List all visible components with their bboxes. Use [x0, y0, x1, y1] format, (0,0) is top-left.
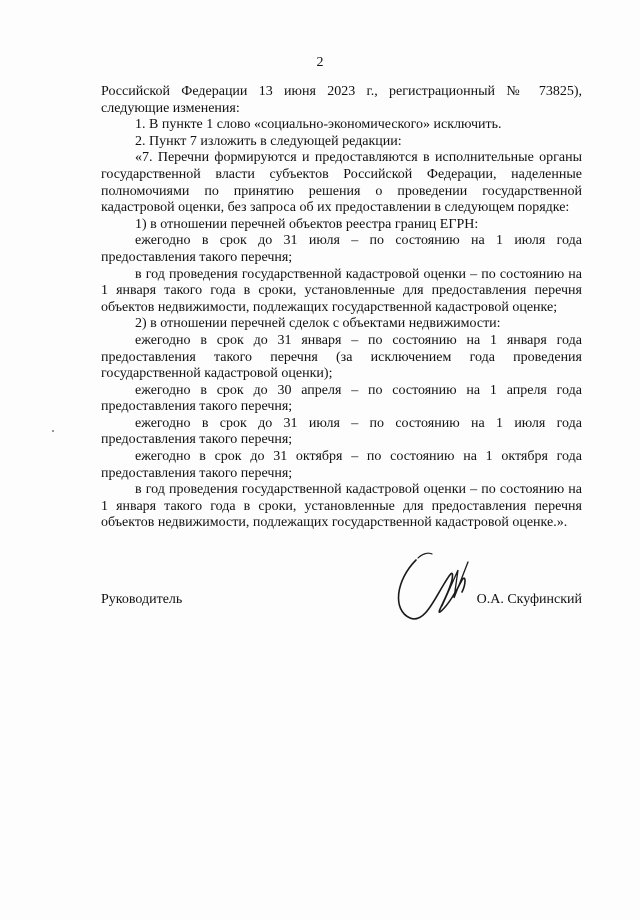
- paragraph-deadline-april: ежегодно в срок до 30 апреля – по состоянию на 1 апреля года предоставления такого перечня;: [101, 382, 582, 415]
- paragraph-item-1: 1. В пункте 1 слово «социально-экономического» исключить.: [135, 117, 502, 133]
- document-body: [101, 84, 582, 532]
- handwritten-signature: [388, 540, 498, 630]
- paragraph-deadline-october: ежегодно в срок до 31 октября – по состоянию на 1 октября года предоставления такого перечня;: [101, 449, 582, 481]
- paragraph-subclause-1: 1) в отношении перечней объектов реестра границ ЕГРН:: [135, 216, 479, 232]
- paragraph-deadline-july: ежегодно в срок до 31 июля – по состоянию на 1 июля года предоставления такого перечня;: [101, 233, 582, 265]
- paragraph-deadline-july-2: ежегодно в срок до 31 июля – по состоянию на 1 июля года предоставления такого перечня;: [101, 415, 582, 448]
- paragraph-assessment-year-2: в год проведения государственной кадастровой оценки – по состоянию на 1 января такого года в сроки, установленные для предоставления перечня объектов недвижимости, подлежащих государственной кадастровой оценке.».: [101, 482, 582, 531]
- paragraph-deadline-january: ежегодно в срок до 31 января – по состоянию на 1 января года предоставления такого перечня (за исключением года проведения государственной кадастровой оценки);: [101, 332, 582, 382]
- page-number: 2: [316, 55, 324, 70]
- paragraph-assessment-year-1: в год проведения государственной кадастровой оценки – по состоянию на 1 января такого года в сроки, установленные для предоставления перечня объектов недвижимости, подлежащих государственной кадастровой оценке;: [101, 266, 582, 315]
- signatory-name: О.А. Скуфинский: [476, 592, 582, 607]
- paragraph-continuation: Российской Федерации 13 июня 2023 г., регистрационный № 73825), следующие изменения:: [101, 84, 582, 116]
- paragraph-subclause-2: 2) в отношении перечней сделок с объектами недвижимости:: [135, 316, 501, 332]
- paragraph-clause-7: «7. Перечни формируются и предоставляются в исполнительные органы государственной власти субъектов Российской Федерации, наделенные полномочиями по принятию решения о проведении государственной кадастровой оценки, без запроса об их предоставлении в следующем порядке:: [101, 150, 582, 216]
- signature-block: [101, 592, 582, 608]
- paragraph-item-2: 2. Пункт 7 изложить в следующей редакции:: [135, 133, 402, 149]
- signatory-position: Руководитель: [101, 592, 183, 607]
- scan-speck: [52, 430, 54, 432]
